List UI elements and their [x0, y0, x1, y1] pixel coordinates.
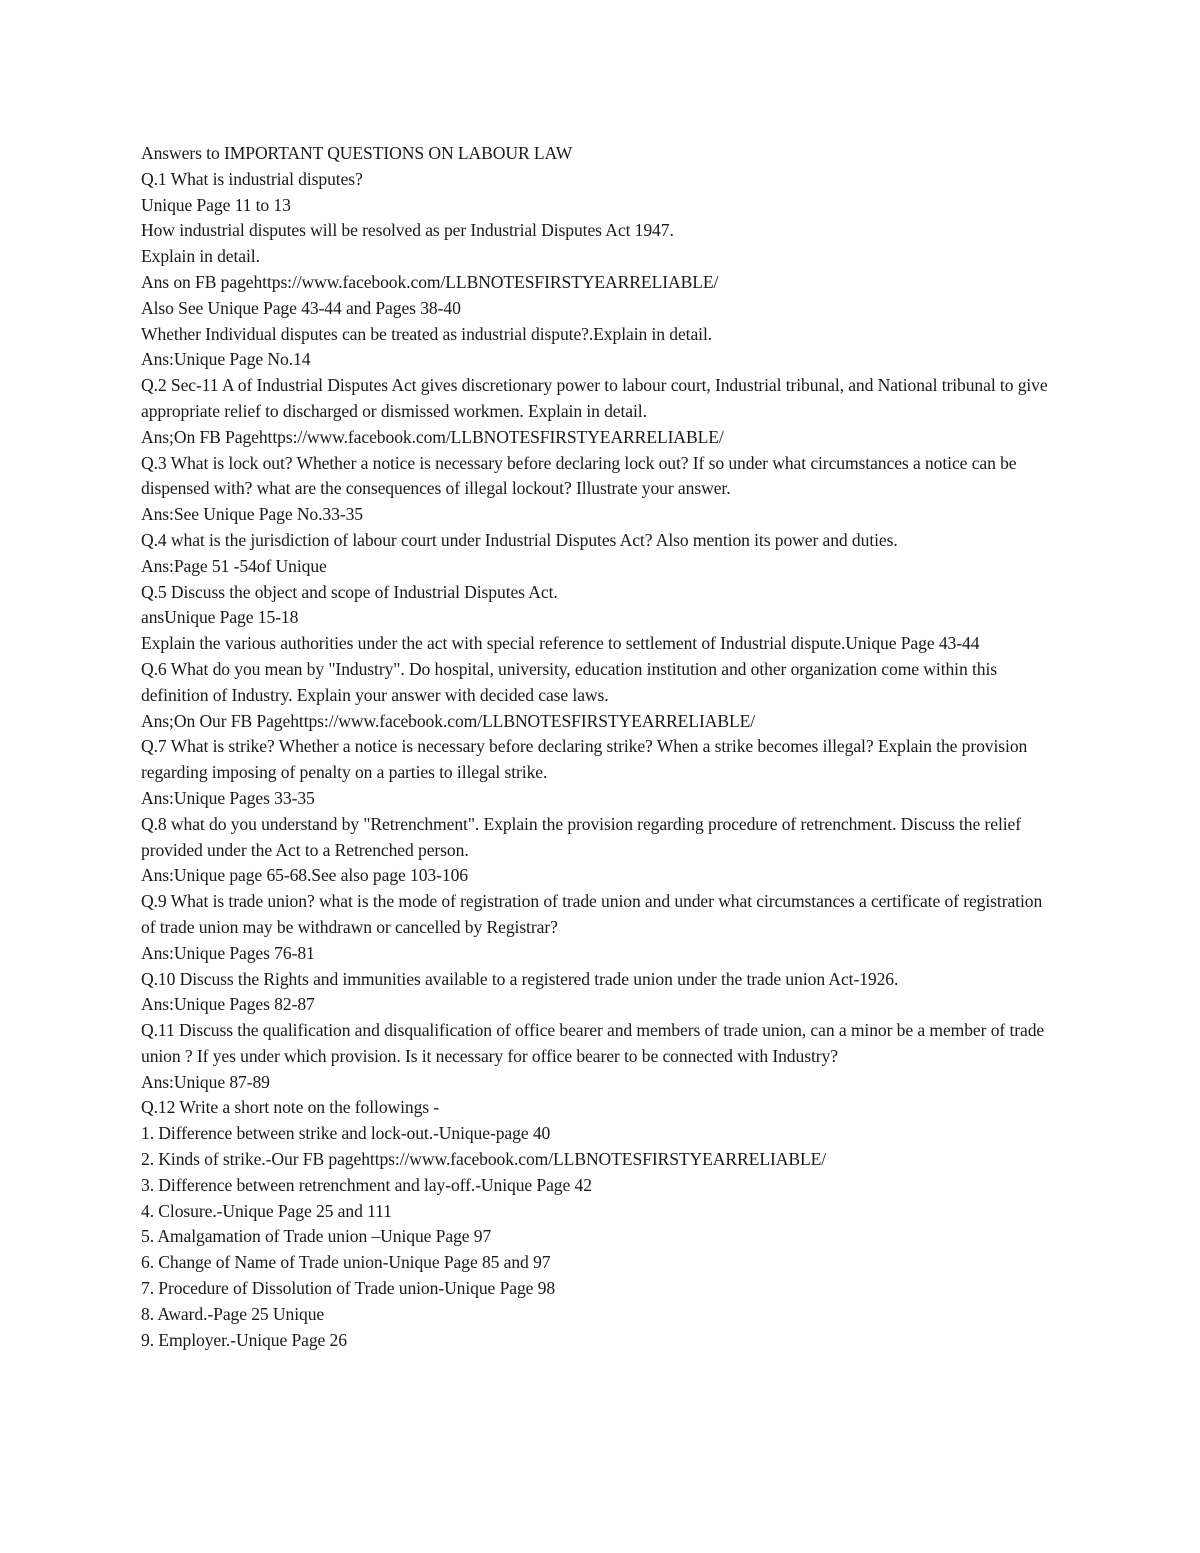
question-1: Q.1 What is industrial disputes?	[141, 168, 363, 189]
document-body	[141, 141, 1051, 1353]
document-title: Answers to IMPORTANT QUESTIONS ON LABOUR LAW	[141, 143, 573, 163]
answer-4: Ans:Page 51 -54of Unique	[141, 555, 327, 576]
answer-9: Ans:Unique Pages 76-81	[141, 942, 315, 963]
answer-8: Ans:Unique page 65-68.See also page 103-106	[141, 865, 468, 886]
question-3: Q.3 What is lock out? Whether a notice is necessary before declaring lock out? If so under what circumstances a notice can be dispensed with? what are the consequences of illegal lockout? Illustrate your answer.	[141, 452, 1017, 499]
answer-2-fb-link: Ans;On FB Pagehttps://www.facebook.com/LLBNOTESFIRSTYEARRELIABLE/	[141, 426, 724, 447]
answer-1-reference: Unique Page 11 to 13	[141, 194, 291, 215]
answer-11: Ans:Unique 87-89	[141, 1071, 270, 1092]
question-12: Q.12 Write a short note on the followings -	[141, 1097, 440, 1118]
answer-6-fb-link: Ans;On Our FB Pagehttps://www.facebook.com/LLBNOTESFIRSTYEARRELIABLE/	[141, 710, 756, 731]
question-7: Q.7 What is strike? Whether a notice is necessary before declaring strike? When a strike becomes illegal? Explain the provision regarding imposing of penalty on a parties to illegal strike.	[141, 736, 1028, 783]
question-10: Q.10 Discuss the Rights and immunities available to a registered trade union under the trade union Act-1926.	[141, 968, 899, 989]
question-9: Q.9 What is trade union? what is the mode of registration of trade union and under what circumstances a certificate of registration of trade union may be withdrawn or cancelled by Registrar?	[141, 891, 1043, 937]
answer-5: ansUnique Page 15-18	[141, 607, 299, 628]
answer-3: Ans:See Unique Page No.33-35	[141, 504, 363, 525]
question-2: Q.2 Sec-11 A of Industrial Disputes Act gives discretionary power to labour court, Industrial tribunal, and National tribunal to give appropriate relief to discharged or dismissed workmen. Explain in detail.	[141, 375, 1048, 421]
short-note-item-5: 5. Amalgamation of Trade union –Unique Page 97	[141, 1226, 492, 1247]
short-note-item-9: 9. Employer.-Unique Page 26	[141, 1329, 347, 1350]
question-11: Q.11 Discuss the qualification and disqualification of office bearer and members of trade union, can a minor be a member of trade union ? If yes under which provision. Is it necessary for office bearer to be connected with Industry?	[141, 1020, 1045, 1066]
short-note-item-7: 7. Procedure of Dissolution of Trade union-Unique Page 98	[141, 1278, 556, 1299]
answer-7: Ans:Unique Pages 33-35	[141, 787, 315, 808]
short-note-item-6: 6. Change of Name of Trade union-Unique Page 85 and 97	[141, 1252, 551, 1273]
short-note-item-8: 8. Award.-Page 25 Unique	[141, 1303, 325, 1324]
question-4: Q.4 what is the jurisdiction of labour court under Industrial Disputes Act? Also mention its power and duties.	[141, 529, 898, 550]
question-1-part-2-instruction: Explain in detail.	[141, 246, 260, 267]
question-8: Q.8 what do you understand by "Retrenchment". Explain the provision regarding procedure of retrenchment. Discuss the relief provided under the Act to a Retrenched person.	[141, 813, 1022, 860]
answer-10: Ans:Unique Pages 82-87	[141, 994, 315, 1015]
short-note-item-3: 3. Difference between retrenchment and lay-off.-Unique Page 42	[141, 1174, 592, 1195]
short-note-item-4: 4. Closure.-Unique Page 25 and 111	[141, 1200, 392, 1221]
short-note-item-2: 2. Kinds of strike.-Our FB pagehttps://www.facebook.com/LLBNOTESFIRSTYEARRELIABLE/	[141, 1149, 827, 1170]
answer-1-part-3: Ans:Unique Page No.14	[141, 349, 311, 370]
short-note-item-1: 1. Difference between strike and lock-out.-Unique-page 40	[141, 1123, 551, 1144]
answer-1-part-2-fb-link: Ans on FB pagehttps://www.facebook.com/LLBNOTESFIRSTYEARRELIABLE/	[141, 271, 719, 292]
question-5-part-2: Explain the various authorities under the act with special reference to settlement of Industrial dispute.Unique Page 43-44	[141, 633, 980, 654]
question-1-part-2: How industrial disputes will be resolved as per Industrial Disputes Act 1947.	[141, 220, 674, 241]
question-1-part-3: Whether Individual disputes can be treated as industrial dispute?.Explain in detail.	[141, 323, 713, 344]
answer-1-part-2-reference: Also See Unique Page 43-44 and Pages 38-40	[141, 297, 461, 318]
question-6: Q.6 What do you mean by "Industry". Do hospital, university, education institution and other organization come within this definition of Industry. Explain your answer with decided case laws.	[141, 658, 997, 705]
question-5: Q.5 Discuss the object and scope of Industrial Disputes Act.	[141, 581, 558, 602]
